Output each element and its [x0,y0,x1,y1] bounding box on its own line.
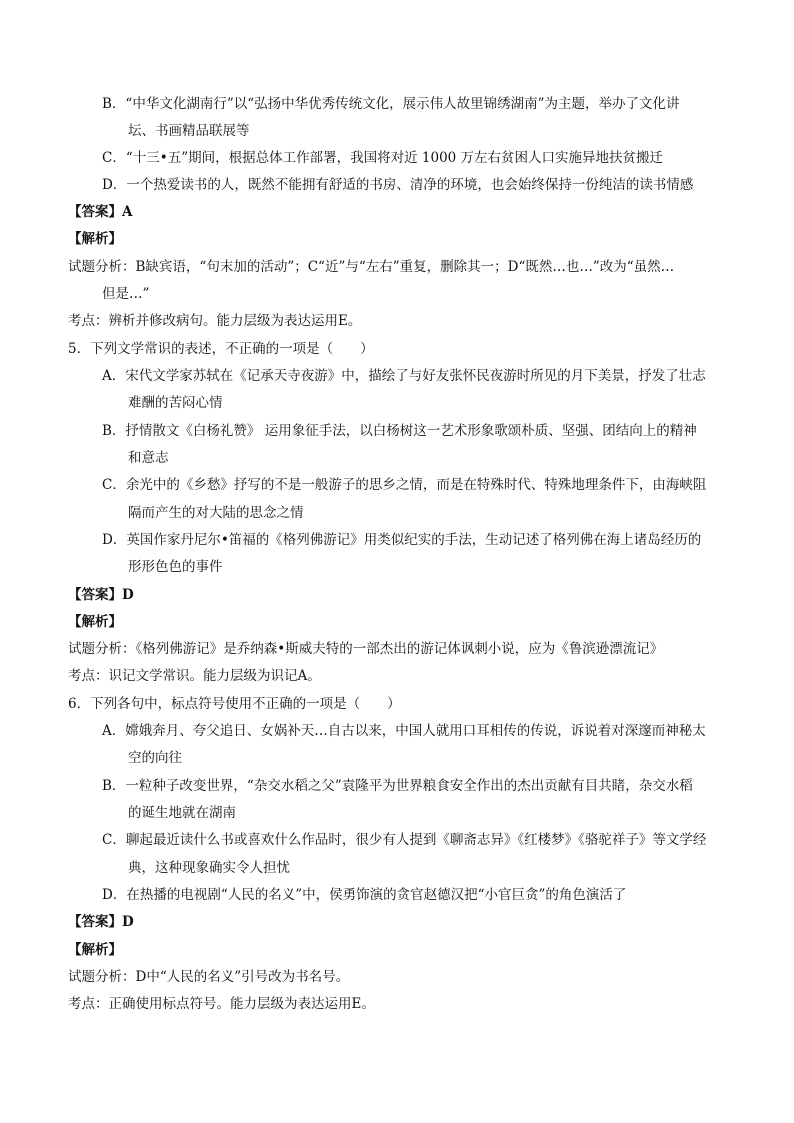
analysis-text-line-1: 试题分析：B缺宾语，“句末加的活动”；C“近”与“左右”重复，删除其一；D“既然…也…”改为“虽然… [68,259,675,275]
q6-option-d-line: D．在热播的电视剧“人民的名义”中，侯勇饰演的贪官赵德汉把“小官巨贪”的角色演活了 [102,887,627,903]
q5-option-a-line-2: 难酬的苦闷心情 [128,395,223,411]
q6-option-a-line-1: A．嫦娥奔月、夸父追日、女娲补天…自古以来，中国人就用口耳相传的传说，诉说着对深邃而神秘太 [102,723,706,739]
q5-option-b-line-2: 和意志 [128,450,169,466]
option-d-line: D．一个热爱读书的人，既然不能拥有舒适的书房、清净的环境，也会始终保持一份纯洁的读书情感 [102,177,694,193]
answer-label: 【答案】A [68,204,133,220]
q6-option-c-line-2: 典，这种现象确实令人担忧 [128,860,290,876]
q6-analysis-text: 试题分析：D中“人民的名义”引号改为书名号。 [68,969,350,985]
option-b-line-2: 坛、书画精品联展等 [128,123,250,139]
q6-option-b-line-2: 的诞生地就在湖南 [128,805,236,821]
analysis-label: 【解析】 [68,231,122,247]
question-6-stem: 6．下列各句中，标点符号使用不正确的一项是（ ） [68,696,401,712]
q5-analysis-label: 【解析】 [68,614,122,630]
key-point: 考点：辨析并修改病句。能力层级为表达运用E。 [68,313,362,329]
analysis-text-line-2: 但是…” [102,286,150,302]
q6-option-a-line-2: 空的向往 [128,750,182,766]
q6-option-b-line-1: B．一粒种子改变世界，“杂交水稻之父”袁隆平为世界粮食安全作出的杰出贡献有目共睹，杂交水稻 [102,778,693,794]
q6-answer-label: 【答案】D [68,914,134,930]
q6-analysis-label: 【解析】 [68,942,122,958]
q5-option-a-line-1: A．宋代文学家苏轼在《记承天寺夜游》中，描绘了与好友张怀民夜游时所见的月下美景，抒发了壮志 [102,368,706,384]
q5-option-c-line-2: 隔而产生的对大陆的思念之情 [128,505,304,521]
q6-key-point: 考点：正确使用标点符号。能力层级为表达运用E。 [68,996,375,1012]
q5-option-d-line-1: D．英国作家丹尼尔•笛福的《格列佛游记》用类似纪实的手法，生动记述了格列佛在海上诸岛经历的 [102,532,702,548]
q5-option-b-line-1: B．抒情散文《白杨礼赞》 运用象征手法，以白杨树这一艺术形象歌颂朴质、坚强、团结向上的精神 [102,423,697,439]
q5-option-d-line-2: 形形色色的事件 [128,559,223,575]
option-c-line: C．“十三•五”期间，根据总体工作部署，我国将对近 1000 万左右贫困人口实施异地扶贫搬迁 [102,150,664,166]
q5-key-point: 考点：识记文学常识。能力层级为识记A。 [68,668,321,684]
q5-analysis-text: 试题分析：《格列佛游记》是乔纳森•斯威夫特的一部杰出的游记体讽刺小说，应为《鲁滨逊漂流记》 [68,641,664,657]
option-b-line-1: B．“中华文化湖南行”以“弘扬中华优秀传统文化，展示伟人故里锦绣湖南”为主题，举办了文化讲 [102,96,680,112]
q6-option-c-line-1: C．聊起最近读什么书或喜欢什么作品时，很少有人提到《聊斋志异》《红楼梦》《骆驼祥子》等文学经 [102,832,707,848]
question-5-stem: 5．下列文学常识的表述，不正确的一项是（ ） [68,341,374,357]
q5-option-c-line-1: C．余光中的《乡愁》抒写的不是一般游子的思乡之情，而是在特殊时代、特殊地理条件下，由海峡阻 [102,477,707,493]
q5-answer-label: 【答案】D [68,587,134,603]
